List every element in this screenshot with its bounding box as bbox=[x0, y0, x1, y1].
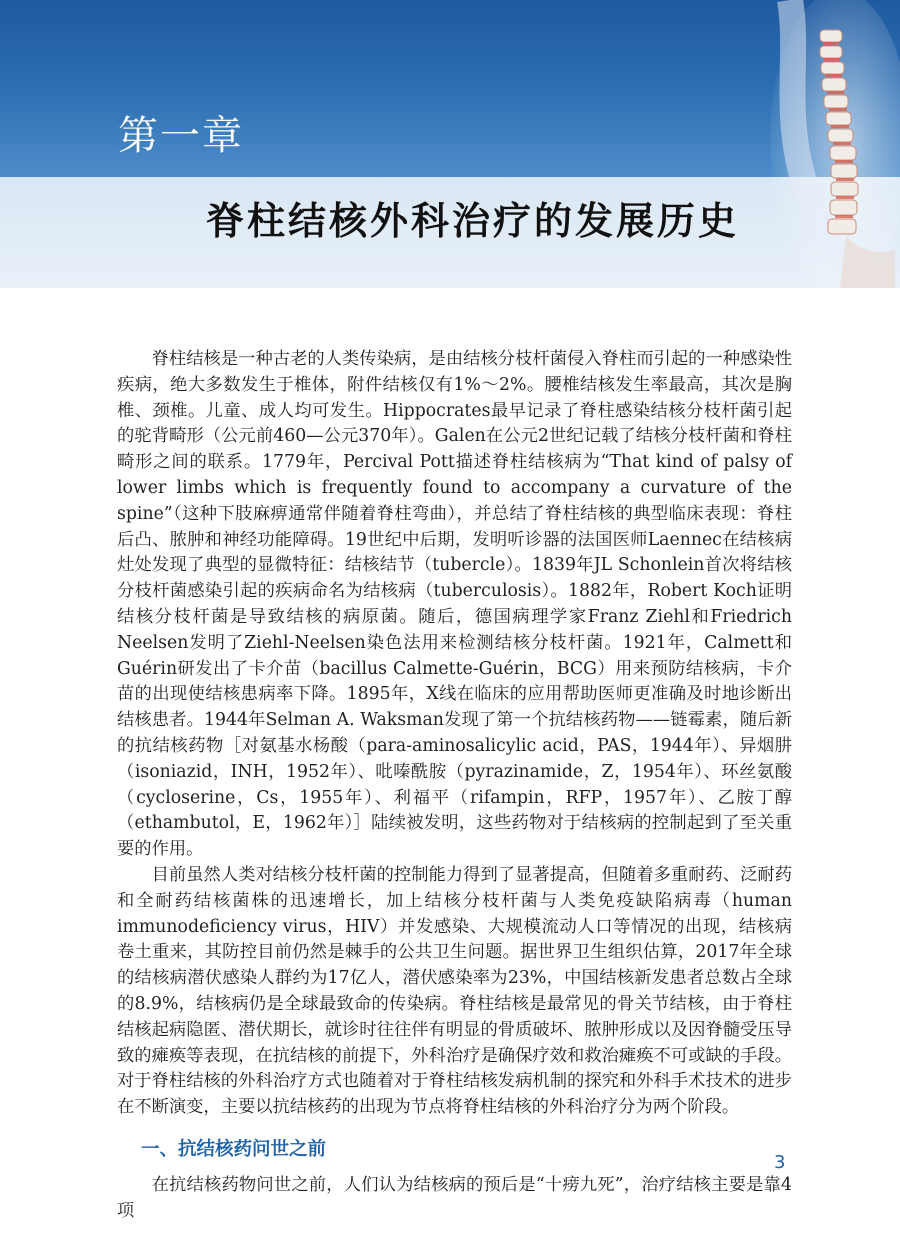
main-text bbox=[117, 347, 792, 1225]
paragraph: 脊柱结核是一种古老的人类传染病，是由结核分枝杆菌侵入脊柱而引起的一种感染性疾病，绝大多数发生于椎体，附件结核仅有1%～2%。腰椎结核发生率最高，其次是胸椎、颈椎。儿童、成人均可发生。Hippocrates最早记录了脊柱感染结核分枝杆菌引起的驼背畸形（公元前460—公元370年）。Galen在公元2世纪记载了结核分枝杆菌和脊柱畸形之间的联系。1779年，Percival Pott描述脊柱结核病为“That kind of palsy of lower limbs which is frequently found to accompany a curvature of the spine”（这种下肢麻痹通常伴随着脊柱弯曲），并总结了脊柱结核的典型临床表现：脊柱后凸、脓肿和神经功能障碍。19世纪中后期，发明听诊器的法国医师Laennec在结核病灶处发现了典型的显微特征：结核结节（tubercle）。1839年JL Schonlein首次将结核分枝杆菌感染引起的疾病命名为结核病（tuberculosis）。1882年，Robert Koch证明结核分枝杆菌是导致结核的病原菌。随后，德国病理学家Franz Ziehl和Friedrich Neelsen发明了Ziehl-Neelsen染色法用来检测结核分枝杆菌。1921年，Calmett和Guérin研发出了卡介苗（bacillus Calmette-Guérin，BCG）用来预防结核病，卡介苗的出现使结核患病率下降。1895年，X线在临床的应用帮助医师更准确及时地诊断出结核患者。1944年Selman A. Waksman发现了第一个抗结核药物——链霉素，随后新的抗结核药物［对氨基水杨酸（para-aminosalicylic acid，PAS，1944年）、异烟肼（isoniazid，INH，1952年）、吡嗪酰胺（pyrazinamide，Z，1954年）、环丝氨酸（cycloserine，Cs，1955年）、利福平（rifampin，RFP，1957年）、乙胺丁醇（ethambutol，E，1962年）］陆续被发明，这些药物对于结核病的控制起到了至关重要的作用。 bbox=[117, 349, 792, 860]
page-number: 3 bbox=[774, 1152, 786, 1173]
section-heading: 一、抗结核药问世之前 bbox=[141, 1138, 327, 1160]
chapter-label: 第一章 bbox=[118, 113, 244, 159]
paragraph: 目前虽然人类对结核分枝杆菌的控制能力得到了显著提高，但随着多重耐药、泛耐药和全耐药结核菌株的迅速增长，加上结核分枝杆菌与人类免疫缺陷病毒（human immunodeficiency virus，HIV）并发感染、大规模流动人口等情况的出现，结核病卷土重来，其防控目前仍然是棘手的公共卫生问题。据世界卫生组织估算，2017年全球的结核病潜伏感染人群约为17亿人，潜伏感染率为23%，中国结核新发患者总数占全球的8.9%，结核病仍是全球最致命的传染病。脊柱结核是最常见的骨关节结核，由于脊柱结核起病隐匿、潜伏期长，就诊时往往伴有明显的骨质破坏、脓肿形成以及因脊髓受压导致的瘫痪等表现，在抗结核的前提下，外科治疗是确保疗效和救治瘫痪不可或缺的手段。对于脊柱结核的外科治疗方式也随着对于脊柱结核发病机制的探究和外科手术技术的进步在不断演变，主要以抗结核药的出现为节点将脊柱结核的外科治疗分为两个阶段。 bbox=[117, 864, 792, 1118]
spine-illustration-icon bbox=[760, 0, 900, 288]
paragraph: 在抗结核药物问世之前，人们认为结核病的预后是“十痨九死”，治疗结核主要是靠4项 bbox=[117, 1174, 792, 1221]
chapter-title: 脊柱结核外科治疗的发展历史 bbox=[206, 199, 740, 243]
